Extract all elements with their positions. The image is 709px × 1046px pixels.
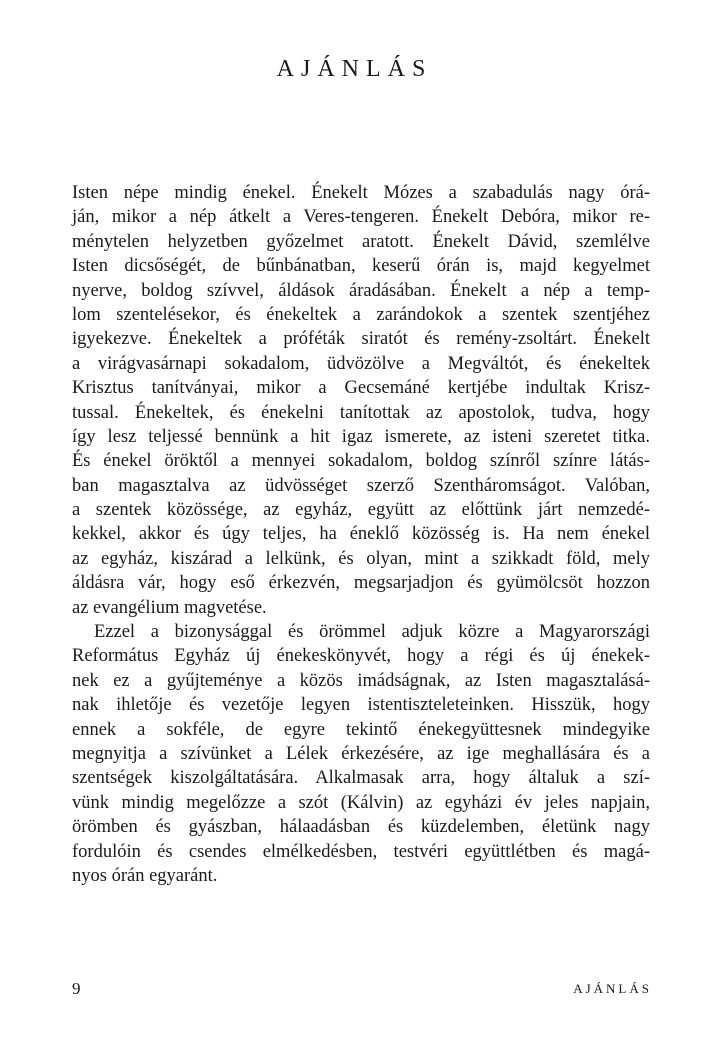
text-line: nak ihletője és vezetője legyen istentiszteleteinken. Hisszük, hogy <box>72 695 650 716</box>
text-line: az egyház, kiszárad a lelkünk, és olyan, mint a szikkadt föld, mely <box>72 548 650 569</box>
body-text <box>72 181 650 888</box>
text-line-paragraph-end: az evangélium magvetése. <box>72 597 267 618</box>
page-title: AJÁNLÁS <box>276 56 433 82</box>
text-line: nyerve, boldog szívvel, áldások áradásában. Énekelt a nép a temp- <box>72 280 650 301</box>
text-line: szentségek kiszolgáltatására. Alkalmasak arra, hogy általuk a szí- <box>72 768 650 789</box>
text-line: a szentek közössége, az egyház, együtt az előttünk járt nemzedé- <box>72 500 650 521</box>
text-line: ennek a sokféle, de egyre tekintő énekegyüttesnek mindegyike <box>72 719 650 740</box>
text-line: így lesz teljessé bennünk a hit igaz ismerete, az isteni szeretet titka. <box>72 426 650 447</box>
text-line: Krisztus tanítványai, mikor a Gecsemáné kertjébe indultak Krisz- <box>72 378 650 399</box>
text-line: fordulóin és csendes elmélkedésben, testvéri együttlétben és magá- <box>72 841 650 862</box>
page-number: 9 <box>72 979 81 998</box>
text-line: örömben és gyászban, hálaadásban és küzdelemben, életünk nagy <box>72 817 650 838</box>
text-line: a virágvasárnapi sokadalom, üdvözölve a Megváltót, és énekeltek <box>72 353 650 374</box>
text-line: Isten népe mindig énekel. Énekelt Mózes a szabadulás nagy órá- <box>72 183 650 203</box>
text-line: ban magasztalva az üdvösséget szerző Szentháromságot. Valóban, <box>72 475 650 496</box>
text-line: vünk mindig megelőzze a szót (Kálvin) az egyházi év jeles napjain, <box>72 792 650 813</box>
text-line: megnyitja a szívünket a Lélek érkezésére, az ige meghallására és a <box>72 743 650 764</box>
text-line-paragraph-end: nyos órán egyaránt. <box>72 865 218 886</box>
text-line: Református Egyház új énekeskönyvét, hogy a régi és új énekek- <box>72 646 650 667</box>
text-line: tussal. Énekeltek, és énekelni tanítottak az apostolok, tudva, hogy <box>72 402 650 423</box>
text-line: ján, mikor a nép átkelt a Veres-tengeren. Énekelt Debóra, mikor re- <box>72 207 650 228</box>
running-head: AJÁNLÁS <box>573 981 652 996</box>
text-line: lom szentelésekor, és énekeltek a zarándokok a szentek szentjéhez <box>72 304 650 325</box>
text-line: ménytelen helyzetben győzelmet aratott. Énekelt Dávid, szemlélve <box>72 231 650 252</box>
text-line: kekkel, akkor és úgy teljes, ha éneklő közösség is. Ha nem énekel <box>72 524 650 545</box>
text-line: Isten dicsőségét, de bűnbánatban, keserű órán is, majd kegyelmet <box>72 256 650 277</box>
text-line: És énekel öröktől a mennyei sokadalom, boldog színről színre látás- <box>72 451 650 472</box>
text-line: áldásra vár, hogy eső érkezvén, megsarjadjon és gyümölcsöt hozzon <box>72 573 650 594</box>
text-line: nek ez a gyűjteménye a közös imádságnak, az Isten magasztalásá- <box>72 670 650 691</box>
text-line-paragraph-start: Ezzel a bizonysággal és örömmel adjuk közre a Magyarországi <box>94 622 650 643</box>
text-line: igyekezve. Énekeltek a próféták siratót és remény-zsoltárt. Énekelt <box>72 329 650 350</box>
